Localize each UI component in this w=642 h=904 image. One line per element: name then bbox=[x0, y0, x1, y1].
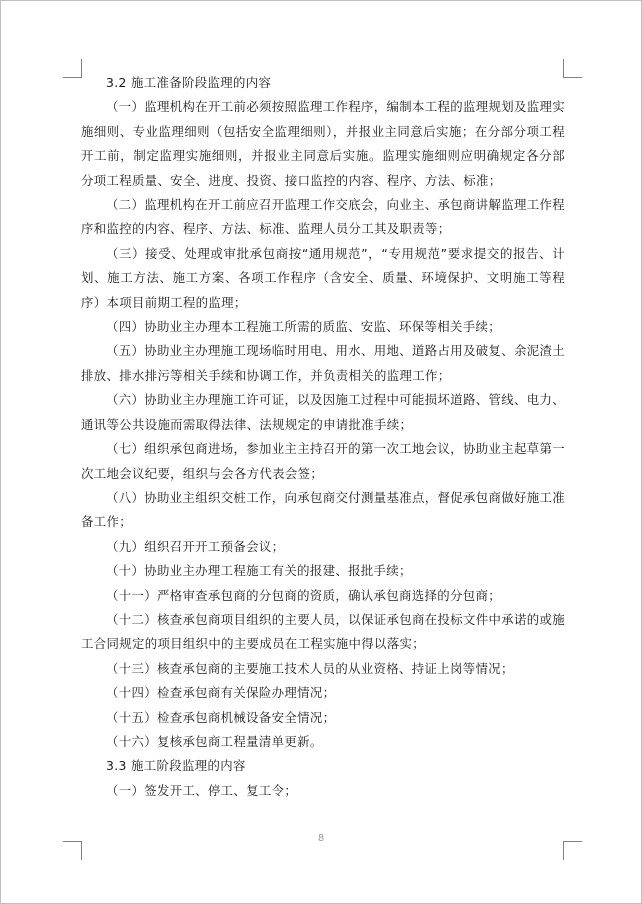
crop-mark-top-right bbox=[563, 59, 582, 78]
list-item: （六）协助业主办理施工许可证，以及因施工过程中可能损坏道路、管线、电力、通讯等公共设施而需取得法律、法规规定的申请批准手续； bbox=[81, 392, 565, 432]
section-heading: 3.3 施工阶段监理的内容 bbox=[106, 758, 246, 774]
list-item: （五）协助业主办理施工现场临时用电、用水、用地、道路占用及破复、余泥渣土排放、排水排污等相关手续和协调工作，并负责相关的监理工作； bbox=[81, 343, 565, 383]
list-item: （七）组织承包商进场，参加业主主持召开的第一次工地会议，协助业主起草第一次工地会议纪要，组织与会各方代表会签； bbox=[81, 441, 565, 481]
list-item: （十）协助业主办理工程施工有关的报建、报批手续； bbox=[106, 563, 412, 579]
list-item: （十三）核查承包商的主要施工技术人员的从业资格、持证上岗等情况； bbox=[106, 660, 514, 676]
list-item: （一）监理机构在开工前必须按照监理工作程序，编制本工程的监理规划及监理实施细则、专业监理细则（包括安全监理细则），并报业主同意后实施；在分部分项工程开工前，制定监理实施细则，并报业主同意后实施。监理实施细则应明确规定各分部分项工程质量、安全、进度、投资、接口监控的内容、程序、方法、标准； bbox=[81, 99, 565, 188]
document-body bbox=[81, 71, 565, 803]
crop-mark-top-left bbox=[63, 59, 82, 78]
list-item: （二）监理机构在开工前应召开监理工作交底会，向业主、承包商讲解监理工作程序和监控的内容、程序、方法、标准、监理人员分工其及职责等； bbox=[81, 197, 565, 237]
list-item: （十五）检查承包商机械设备安全情况； bbox=[106, 709, 336, 725]
list-item: （十一）严格审查承包商的分包商的资质，确认承包商选择的分包商； bbox=[106, 587, 501, 603]
list-item: （三）接受、处理或审批承包商按“通用规范”，“专用规范”要求提交的报告、计划、施工方法、施工方案、各项工作程序（含安全、质量、环境保护、文明施工等程序）本项目前期工程的监理； bbox=[81, 245, 565, 310]
list-item: （十六）复核承包商工程量清单更新。 bbox=[106, 733, 323, 749]
page-number: 8 bbox=[317, 833, 325, 844]
list-item: （八）协助业主组织交桩工作，向承包商交付测量基准点，督促承包商做好施工准备工作； bbox=[81, 489, 565, 530]
list-item: （四）协助业主办理本工程施工所需的质监、安监、环保等相关手续； bbox=[106, 319, 501, 335]
list-item: （九）组织召开开工预备会议； bbox=[106, 538, 285, 554]
list-item: （十四）检查承包商有关保险办理情况； bbox=[106, 685, 336, 701]
list-item: （十二）核查承包商项目组织的主要人员，以保证承包商在投标文件中承诺的或施工合同规定的项目组织中的主要成员在工程实施中得以落实； bbox=[81, 611, 565, 652]
list-item: （一）签发开工、停工、复工令； bbox=[106, 782, 298, 798]
section-heading: 3.2 施工准备阶段监理的内容 bbox=[106, 75, 272, 90]
